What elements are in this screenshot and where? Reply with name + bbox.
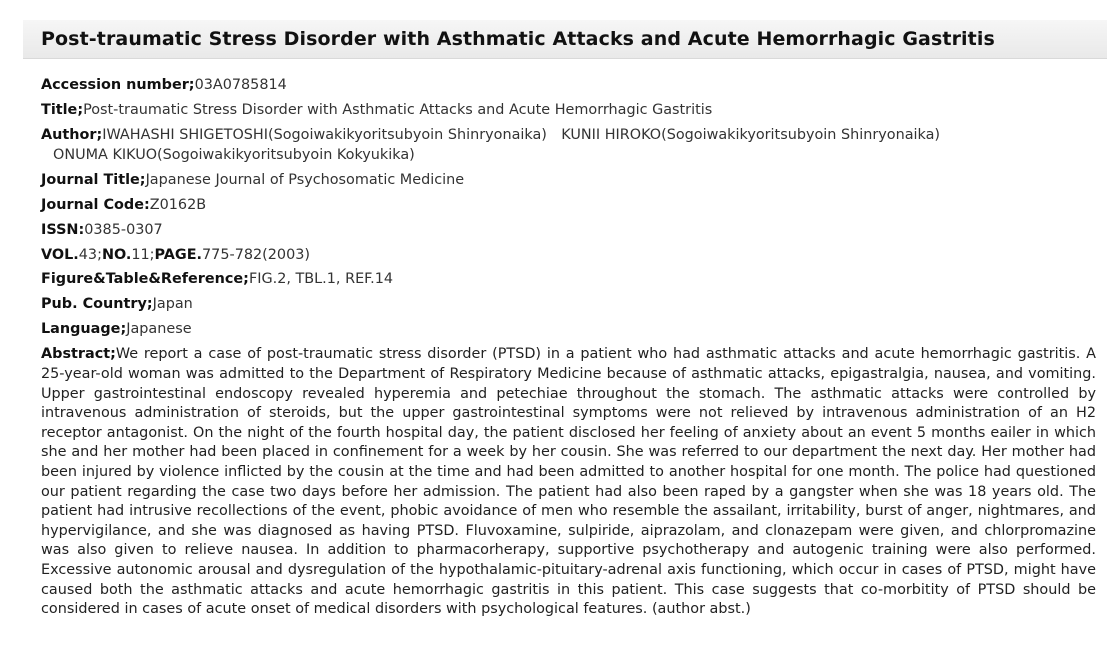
journal-title-label: Journal Title;	[41, 171, 146, 188]
language-value: Japanese	[126, 321, 192, 338]
issn-value: 0385-0307	[84, 221, 163, 238]
volume-label: VOL.	[41, 246, 79, 263]
journal-code-value: Z0162B	[149, 196, 207, 213]
journal-title-field	[41, 171, 1096, 191]
pub-country-label: Pub. Country;	[41, 296, 153, 313]
page-title: Post-traumatic Stress Disorder with Asthmatic Attacks and Acute Hemorrhagic Gastritis	[41, 28, 995, 50]
accession-number-value: 03A0785814	[194, 77, 287, 93]
volume-field	[41, 246, 1096, 266]
number-label: NO.	[101, 246, 132, 263]
figures-field	[41, 270, 1096, 290]
author-label: Author;	[41, 126, 103, 143]
page-value: 775-782(2003)	[202, 246, 311, 263]
journal-code-field	[41, 196, 1096, 216]
volume-value: 43;	[78, 246, 102, 263]
author-value-line2: ONUMA KIKUO(Sogoiwakikyoritsubyoin Kokyukika)	[53, 146, 415, 163]
issn-field	[41, 221, 1096, 241]
abstract-field	[41, 345, 1096, 619]
abstract-value: We report a case of post-traumatic stress disorder (PTSD) in a patient who had asthmatic attacks and acute hemorrhagic gastritis. A 25-year-old woman was admitted to the Department of Respiratory Medicine because of asthmatic attacks, epigastralgia, nausea, and vomiting. Upper gastrointestinal endoscopy revealed hyperemia and petechiae throughout the stomach. The asthmatic attacks were controlled by intravenous administration of steroids, but the upper gastrointestinal symptoms were not relieved by intravenous administration of an H2 receptor antagonist. On the night of the fourth hospital day, the patient disclosed her feeling of anxiety about an event 5 months eailer in which she and her mother had been placed in confinement for a week by her cousin. She was referred to our department the next day. Her mother had been injured by violence inflicted by the cousin at the time and had been admitted to another hospital for one month. The police had questioned our patient regarding the case two days before her admission. The patient had also been raped by a gangster when she was 18 years old. The patient had intrusive recollections of the event, phobic avoidance of men who resemble the assailant, irritability, burst of anger, nightmares, and hypervigilance, and she was diagnosed as having PTSD. Fluvoxamine, sulpiride, aiprazolam, and clonazepam were given, and chlorpromazine was also given to relieve nausea. In addition to pharmacorherapy, supportive psychotherapy and autogenic training were also performed. Excessive autonomic arousal and dysregulation of the hypothalamic-pituitary-adrenal axis functioning, which occur in cases of PTSD, might have caused both the asthmatic attacks and acute hemorrhagic gastritis in this patient. This case suggests that co-morbitity of PTSD should be considered in cases of acute onset of medical disorders with psychological features. (author abst.)	[41, 346, 1096, 618]
issn-label: ISSN:	[41, 221, 85, 238]
figures-label: Figure&Table&Reference;	[41, 271, 249, 288]
title-label: Title;	[41, 101, 84, 118]
document-title-bar	[23, 20, 1107, 59]
accession-number-field	[41, 76, 1096, 96]
author-field	[41, 126, 1096, 165]
figures-value: FIG.2, TBL.1, REF.14	[248, 271, 394, 288]
journal-code-label: Journal Code:	[41, 196, 150, 213]
number-value: 11;	[131, 246, 155, 263]
language-field	[41, 320, 1096, 340]
title-field	[41, 101, 1096, 121]
page-label: PAGE.	[154, 246, 203, 263]
journal-title-value: Japanese Journal of Psychosomatic Medicine	[145, 171, 465, 188]
author-value-line1: IWAHASHI SHIGETOSHI(Sogoiwakikyoritsubyoin Shinryonaika) KUNII HIROKO(Sogoiwakikyoritsubyoin Shinryonaika)	[102, 126, 941, 143]
pub-country-field	[41, 295, 1096, 315]
record-details	[41, 76, 1096, 625]
pub-country-value: Japan	[152, 296, 193, 313]
language-label: Language;	[41, 321, 127, 338]
abstract-label: Abstract;	[41, 346, 116, 363]
title-value: Post-traumatic Stress Disorder with Asthmatic Attacks and Acute Hemorrhagic Gastritis	[83, 101, 713, 118]
accession-number-label: Accession number;	[41, 77, 195, 93]
